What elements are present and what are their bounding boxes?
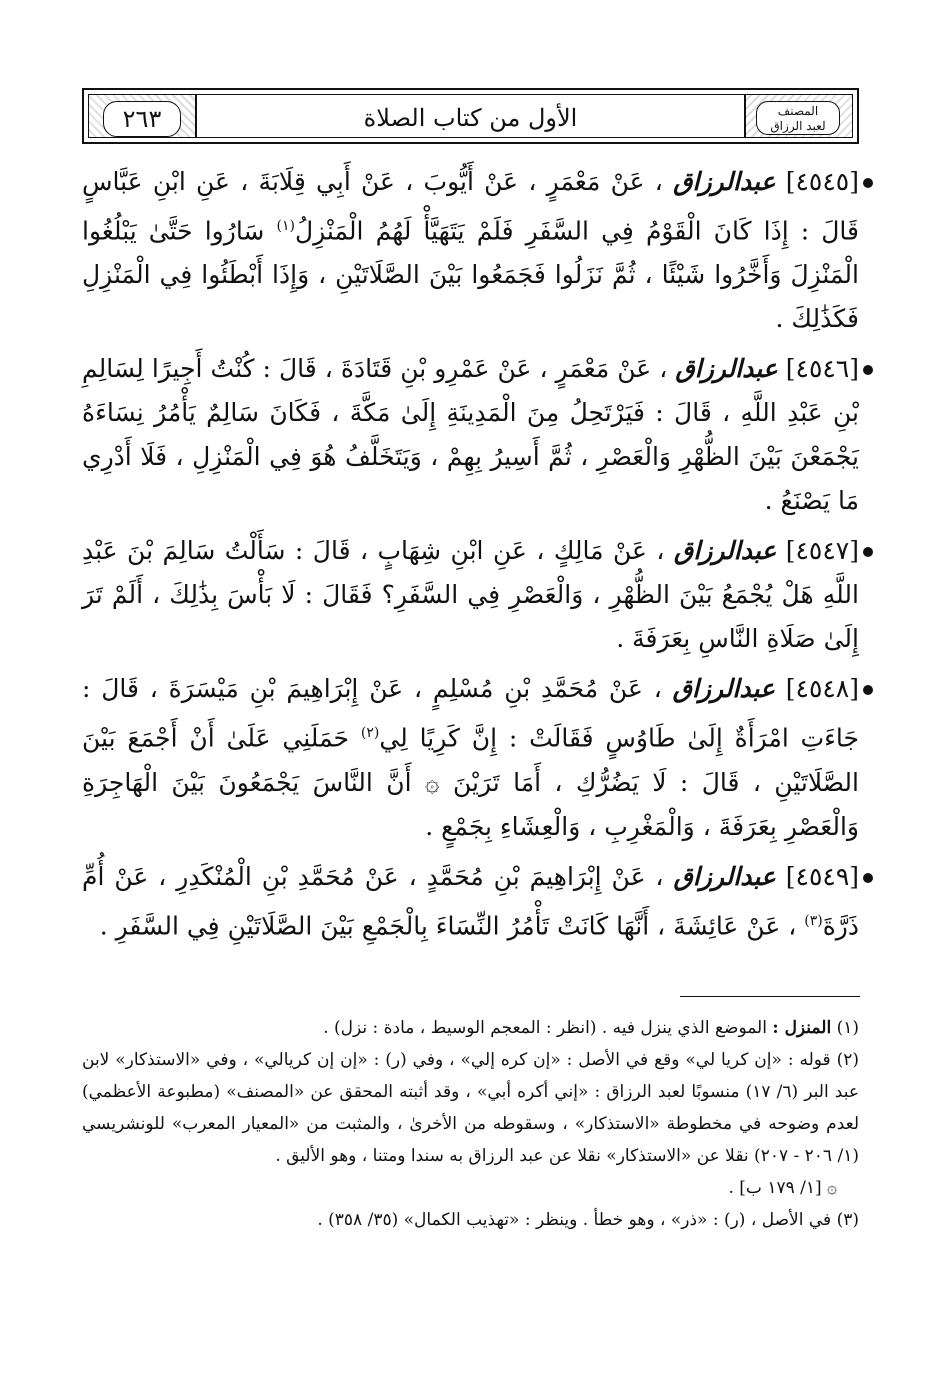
- bullet-icon: [863, 547, 873, 557]
- hadith-number: [٤٥٤٥]: [785, 167, 859, 196]
- hadith-entry: [82, 347, 859, 523]
- running-title: الأول من كتاب الصلاة: [363, 104, 578, 132]
- bullet-icon: [863, 178, 873, 188]
- hadith-entry: [82, 667, 859, 848]
- footnotes: [82, 1012, 859, 1236]
- hadith-text: ، عَنْ مَالِكٍ ، عَنِ ابْنِ شِهَابٍ ، قَالَ : سَأَلْتُ سَالِمَ بْنَ عَبْدِ اللَّهِ هَلْ يُجْمَعُ بَيْنَ الظُّهْرِ ، وَالْعَصْرِ فِي السَّفَرِ؟ فَقَالَ : لَا بَأْسَ بِذَٰلِكَ ، أَلَمْ تَرَ إِلَىٰ صَلَاةِ النَّاسِ بِعَرَفَةَ .: [82, 536, 859, 654]
- hadith-number: [٤٥٤٨]: [785, 674, 859, 704]
- author-name: عبدالرزاق: [673, 861, 776, 891]
- footnote-divider: [680, 996, 860, 997]
- footnote-ref[interactable]: (٣): [804, 912, 823, 929]
- footnote-text: قوله : «إن كريا لي» وقع في الأصل : «إن كره إلي» ، وفي (ر) : «إن إن كريالي» ، وفي «الاستذكار» لابن عبد البر (٦/ ١٧) منسوبًا لعبد الرزاق : «إني أكره أبي» ، وقد أثبته المحقق عن «المصنف» (مطبوعة الأعظمي) لعدم وضوحه في مخطوطة «الاستذكار» ، وسقوطه من الأخرىٰ ، والمثبت من «المعيار المعرب» للونشريسي (١/ ٢٠٦ - ٢٠٧) نقلا عن «الاستذكار» نقلا عن عبد الرزاق به سندا ومتنا ، وهو الأليق .: [82, 1050, 859, 1166]
- footnote-number: (٢): [836, 1050, 859, 1070]
- hadith-entry: [82, 855, 859, 948]
- hadith-text: حَمَلَنِي عَلَىٰ أَنْ أَجْمَعَ بَيْنَ الصَّلَاتَيْنِ ، قَالَ : لَا يَضُرُّكِ ، أَمَا تَرَيْنَ ۞ أَنَّ النَّاسَ يَجْمَعُونَ بَيْنَ الْهَاجِرَةِ وَالْعَصْرِ بِعَرَفَةَ ، وَالْمَغْرِبِ ، وَالْعِشَاءِ بِجَمْعٍ .: [82, 723, 859, 841]
- author-name: عبدالرزاق: [673, 167, 776, 196]
- hadith-entry: [82, 529, 859, 661]
- footnote-ref[interactable]: (١): [276, 218, 295, 234]
- hadith-text: ، عَنْ مَعْمَرٍ ، عَنْ أَيُّوبَ ، عَنْ أَبِي قِلَابَةَ ، عَنِ ابْنِ عَبَّاسٍ قَالَ : إِذَا كَانَ الْقَوْمُ فِي السَّفَرِ فَلَمْ يَتَهَيَّأْ لَهُمُ الْمَنْزِلُ: [82, 167, 859, 246]
- author-name: عبدالرزاق: [672, 674, 775, 704]
- footnote-text: في الأصل ، (ر) : «ذر» ، وهو خطأ . وينظر : «تهذيب الكمال» (٣٥/ ٣٥٨) .: [317, 1210, 832, 1230]
- bullet-icon: [863, 365, 873, 375]
- hadith-number: [٤٥٤٦]: [785, 354, 859, 384]
- footnote-3: [82, 1204, 859, 1236]
- bullet-icon: [863, 685, 873, 695]
- hadith-number: [٤٥٤٧]: [785, 536, 859, 566]
- hadith-number: [٤٥٤٩]: [785, 861, 860, 891]
- book-logo: [756, 101, 840, 135]
- hadith-text: ، عَنْ إِبْرَاهِيمَ بْنِ مُحَمَّدٍ ، عَنْ مُحَمَّدِ بْنِ الْمُنْكَدِرِ ، عَنْ أُمِّ ذَرَّةَ: [82, 861, 859, 940]
- main-text: [82, 160, 859, 954]
- page-header: [82, 88, 859, 144]
- book-logo-box: [744, 95, 852, 137]
- footnote-2: [82, 1044, 859, 1172]
- hadith-text: ، عَنْ مَعْمَرٍ ، عَنْ عَمْرِو بْنِ قَتَادَةَ ، قَالَ : كُنْتُ أَجِيرًا لِسَالِمِ بْنِ عَبْدِ اللَّهِ ، قَالَ : فَيَرْتَحِلُ مِنَ الْمَدِينَةِ إِلَىٰ مَكَّةَ ، فَكَانَ سَالِمٌ يَأْمُرُ نِسَاءَهُ يَجْمَعْنَ بَيْنَ الظُّهْرِ وَالْعَصْرِ ، ثُمَّ أَسِيرُ بِهِمْ ، وَيَتَخَلَّفُ هُوَ فِي الْمَنْزِلِ ، فَلَا أَدْرِي مَا يَصْنَعُ .: [82, 354, 859, 516]
- logo-line-1: المصنف: [777, 104, 819, 118]
- hadith-text: سَارُوا حَتَّىٰ يَبْلُغُوا الْمَنْزِلَ وَأَخَّرُوا شَيْئًا ، ثُمَّ نَزَلُوا فَجَمَعُوا بَيْنَ الصَّلَاتَيْنِ ، وَإِذَا أَبْطَئُوا فِي الْمَنْزِلِ فَكَذَٰلِكَ .: [82, 216, 859, 334]
- footnote-ref[interactable]: (٢): [360, 725, 380, 742]
- page-number: ٢٦٣: [103, 101, 181, 137]
- author-name: عبدالرزاق: [673, 536, 777, 566]
- footnote-text: الموضع الذي ينزل فيه . (انظر : المعجم الوسيط ، مادة : نزل) .: [323, 1018, 767, 1038]
- logo-line-2: لعبد الرزاق: [770, 119, 826, 133]
- footnote-term: المنزل :: [772, 1018, 832, 1038]
- footnote-1: [82, 1012, 859, 1044]
- author-name: عبدالرزاق: [675, 354, 778, 384]
- page-number-box: [89, 95, 197, 137]
- footnote-number: (١): [836, 1018, 859, 1038]
- header-frame: [88, 94, 853, 138]
- footnote-number: (٣): [836, 1210, 859, 1230]
- hadith-text: ، عَنْ عَائِشَةَ ، أَنَّهَا كَانَتْ تَأْمُرُ النِّسَاءَ بِالْجَمْعِ بَيْنَ الصَّلَاتَيْنِ فِي السَّفَرِ .: [99, 910, 797, 940]
- hadith-text: ، عَنْ مُحَمَّدِ بْنِ مُسْلِمٍ ، عَنْ إِبْرَاهِيمَ بْنِ مَيْسَرَةَ ، قَالَ : جَاءَتِ امْرَأَةٌ إِلَىٰ طَاوُسٍ فَقَالَتْ : إِنَّ كَرِيًا لِي: [82, 674, 859, 753]
- folio-note: ۞ [١/ ١٧٩ ب] .: [728, 1178, 837, 1198]
- hadith-entry: [82, 160, 859, 341]
- bullet-icon: [863, 873, 873, 883]
